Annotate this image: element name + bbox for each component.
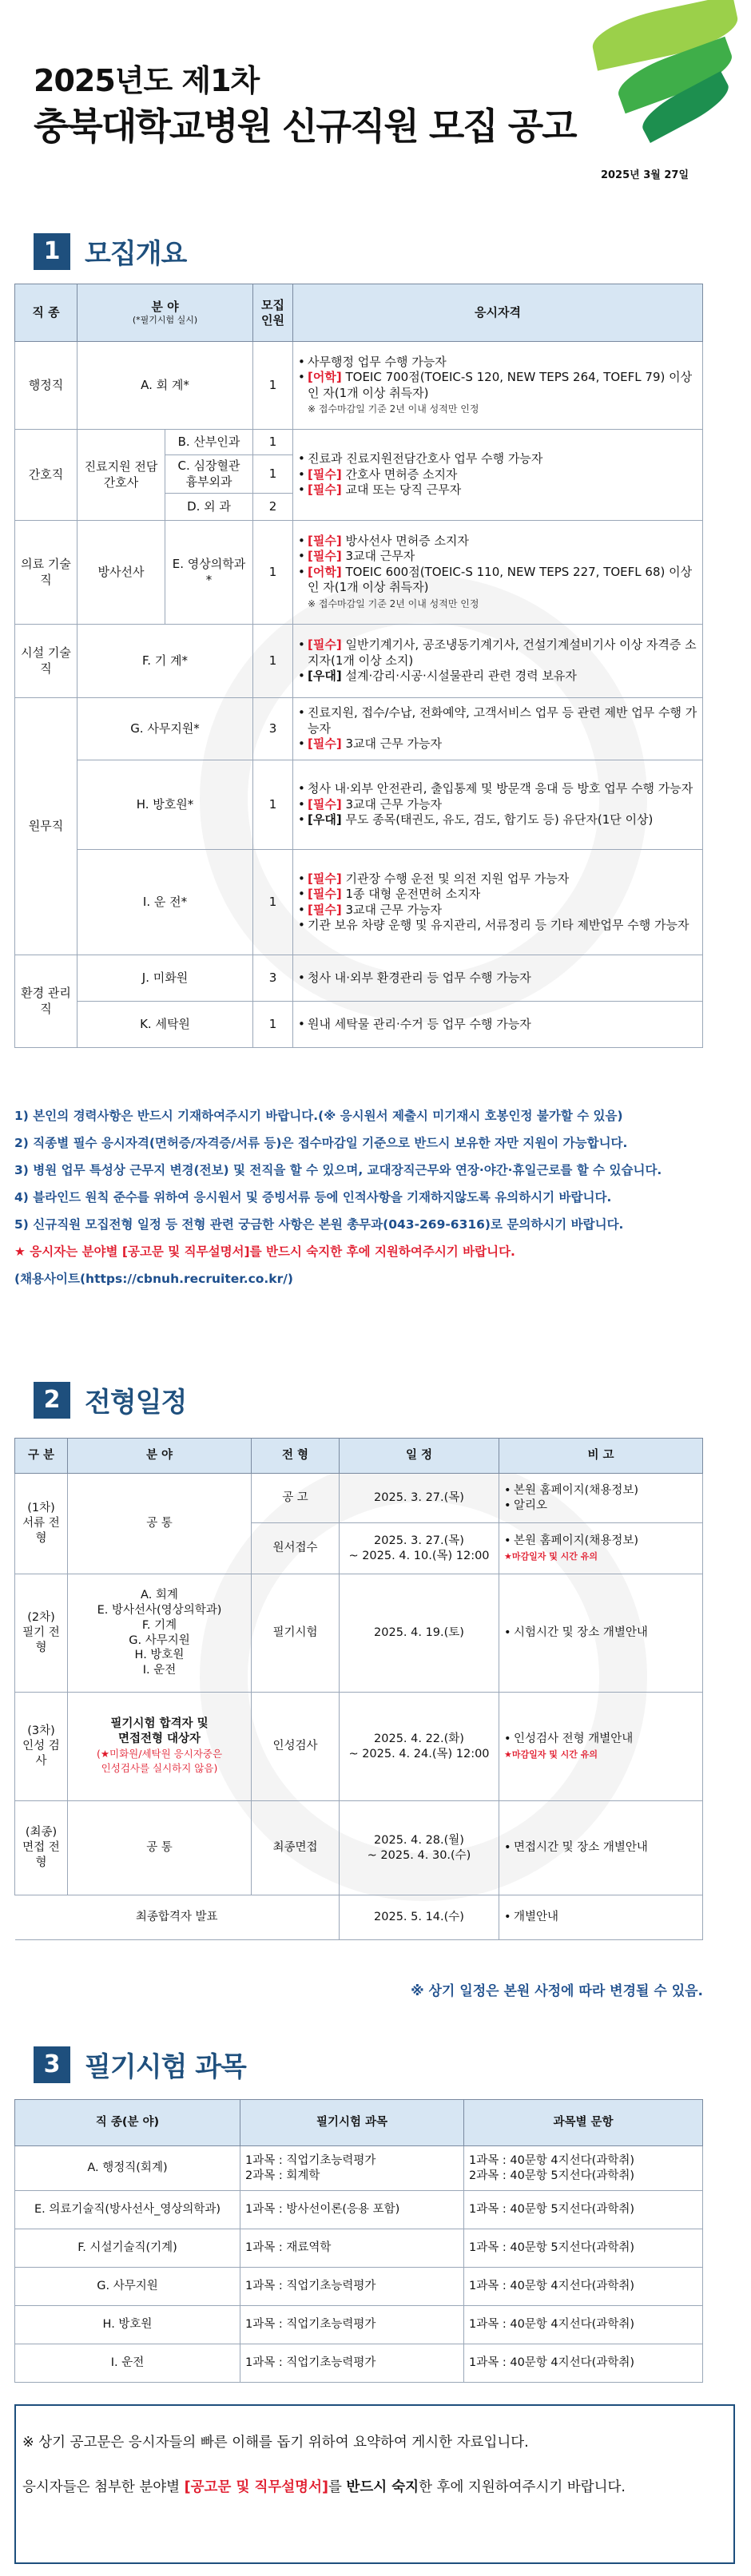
table-row: 최종합격자 발표 2025. 5. 14.(수) • 개별안내	[15, 1895, 703, 1940]
section-header-written-exam	[34, 2045, 246, 2084]
col-header-field: 분 야 (*필기시험 실시)	[77, 284, 253, 342]
announcement-date: 2025년 3월 27일	[600, 169, 689, 181]
table-row: 간호직 진료지원 전담간호사 B. 산부인과 1 • 진료과 진료지원전담간호사 업무 수행 가능자 • [필수] 간호사 면허증 소지자 • [필수] 교대 또는 당직 근무자	[15, 430, 703, 455]
section-header-recruitment	[34, 232, 186, 271]
written-exam-table	[14, 2099, 703, 2383]
table-row: 원서접수 2025. 3. 27.(목) ~ 2025. 4. 10.(목) 12:00 • 본원 홈페이지(채용정보) ★마감일자 및 시간 유의	[15, 1523, 703, 1574]
col-header-type: 직 종	[15, 284, 77, 342]
section-number: 2	[34, 1382, 70, 1419]
table-row: 환경 관리직 J. 미화원 3 • 청사 내·외부 환경관리 등 업무 수행 가능자	[15, 955, 703, 1002]
table-row: 시설 기술직 F. 기 계* 1 • [필수] 일반기계기사, 공조냉동기계기사, 건설기계설비기사 이상 자격증 소지자(1개 이상 소지) • [우대] 설계·감리·시공·시설물관리 관련 경력 보유자	[15, 625, 703, 698]
section-number: 1	[34, 233, 70, 270]
table-row: 원무직 G. 사무지원* 3 • 진료지원, 접수/수납, 전화예약, 고객서비스 업무 등 관련 제반 업무 수행 가능자 • [필수] 3교대 근무 가능자	[15, 698, 703, 760]
section-title: 필기시험 과목	[85, 2051, 246, 2083]
table-row: H. 방호원* 1 • 청사 내·외부 안전관리, 출입통제 및 방문객 응대 등 방호 업무 수행 가능자 • [필수] 3교대 근무 가능자 • [우대] 무도 종목(태권도, 유도, 검도, 합기도 등) 유단자(1단 이상)	[15, 760, 703, 850]
section-title: 전형일정	[85, 1387, 187, 1419]
table-row: 행정직 A. 회 계* 1 • 사무행정 업무 수행 가능자 • [어학] TOEIC 700점(TOEIC-S 120, NEW TEPS 264, TOEFL 79) 이상인 자(1개 이상 취득자) ※ 접수마감일 기준 2년 이내 성적만 인정	[15, 342, 703, 430]
recruit-site-link[interactable]: (채용사이트(https://cbnuh.recruiter.co.kr/)	[14, 1272, 294, 1286]
section-number: 3	[34, 2046, 70, 2083]
table-row: I. 운 전* 1 • [필수] 기관장 수행 운전 및 의전 지원 업무 가능자 • [필수] 1종 대형 운전면허 소지자 • [필수] 3교대 근무 가능자 • 기관 보유 차량 운행 및 유지관리, 서류정리 등 기타 제반업무 수행 가능자	[15, 850, 703, 955]
recruitment-notes: 1) 본인의 경력사항은 반드시 기재하여주시기 바랍니다.(※ 응시원서 제출시 미기재시 호봉인정 불가할 수 있음) 2) 직종별 필수 응시자격(면허증/자격증/서류 등)은 접수마감일 기준으로 반드시 보유한 자만 지원이 가능합니다. 3) 병원 업무 특성상 근무지 변경(전보) 및 전직을 할 수 있으며, 교대장직근무와 연장·야간·휴일근로를 할 수 있습니다. 4) 블라인드 원칙 준수를 위하여 응시원서 및 증빙서류 등에 인적사항을 기재하지않도록 유의하시기 바랍니다. 5) 신규직원 모집전형 일정 등 전형 관련 궁금한 사항은 본원 총무과(043-269-6316)로 문의하시기 바랍니다. ★ 응시자는 분야별 [공고문 및 직무설명서]를 반드시 숙지한 후에 지원하여주시기 바랍니다. (채용사이트(https://cbnuh.recruiter.co.kr/)	[14, 1102, 733, 1292]
table-row: G. 사무지원 1과목 : 직업기초능력평가 1과목 : 40문항 4지선다(과학취)	[15, 2268, 703, 2306]
recruitment-table	[14, 284, 703, 1048]
table-row: A. 행정직(회계) 1과목 : 직업기초능력평가 2과목 : 회계학 1과목 : 40문항 4지선다(과학취) 2과목 : 40문항 5지선다(과학취)	[15, 2146, 703, 2191]
table-row: K. 세탁원 1 • 원내 세탁물 관리·수거 등 업무 수행 가능자	[15, 1002, 703, 1048]
table-header-row	[15, 284, 703, 342]
table-row: (최종) 면접 전형 공 통 최종면접 2025. 4. 28.(월) ~ 2025. 4. 30.(수) • 면접시간 및 장소 개별안내	[15, 1801, 703, 1895]
col-header-qualification: 응시자격	[293, 284, 703, 342]
table-row: C. 심장혈관 흉부외과 1	[15, 455, 703, 494]
page-title-line1: 2025년도 제1차	[34, 63, 260, 98]
table-row: 의료 기술직 방사선사 E. 영상의학과* 1 • [필수] 방사선사 면허증 소지자 • [필수] 3교대 근무자 • [어학] TOEIC 600점(TOEIC-S 110, NEW TEPS 227, TOEFL 68) 이상인 자(1개 이상 취득자) ※ 접수마감일 기준 2년 이내 성적만 인정	[15, 521, 703, 625]
table-row: I. 운전 1과목 : 직업기초능력평가 1과목 : 40문항 4지선다(과학취)	[15, 2344, 703, 2383]
table-header-row: 직 종(분 야) 필기시험 과목 과목별 문항	[15, 2100, 703, 2146]
table-row: H. 방호원 1과목 : 직업기초능력평가 1과목 : 40문항 4지선다(과학취)	[15, 2306, 703, 2344]
table-row: F. 시설기술직(기계) 1과목 : 재료역학 1과목 : 40문항 5지선다(과학취)	[15, 2229, 703, 2268]
section-title: 모집개요	[85, 238, 187, 270]
table-row: (2차) 필기 전형 A. 회계 E. 방사선사(영상의학과) F. 기계 G. 사무지원 H. 방호원 I. 운전 필기시험 2025. 4. 19.(토) • 시험시간 및 장소 개별안내	[15, 1574, 703, 1693]
table-row: (3차) 인성 검사 필기시험 합격자 및 면접전형 대상자 (★미화원/세탁원 응시자중은 인성검사를 실시하지 않음) 인성검사 2025. 4. 22.(화) ~ 2025. 4. 24.(목) 12:00 • 인성검사 전형 개별안내 ★마감일자 및 시간 유의	[15, 1693, 703, 1801]
section-header-schedule	[34, 1380, 186, 1419]
table-row: (1차) 서류 전형 공 통 공 고 2025. 3. 27.(목) • 본원 홈페이지(채용정보) • 알리오	[15, 1474, 703, 1523]
table-row: D. 외 과 2	[15, 494, 703, 521]
page-title-line2: 충북대학교병원 신규직원 모집 공고	[34, 105, 576, 148]
table-row: E. 의료기술직(방사선사_영상의학과) 1과목 : 방사선이론(응용 포함) 1과목 : 40문항 5지선다(과학취)	[15, 2191, 703, 2229]
schedule-note: ※ 상기 일정은 본원 사정에 따라 변경될 수 있음.	[411, 1983, 703, 1999]
schedule-table	[14, 1438, 703, 1940]
table-header-row: 구 분 분 야 전 형 일 정 비 고	[15, 1439, 703, 1474]
page-header	[0, 0, 751, 200]
col-header-count: 모집 인원	[253, 284, 293, 342]
footer-notice: ※ 상기 공고문은 응시자들의 빠른 이해를 돕기 위하여 요약하여 게시한 자료입니다. 응시자들은 첨부한 분야별 [공고문 및 직무설명서]를 반드시 숙지한 후에 지원하여주시기 바랍니다.	[14, 2404, 735, 2564]
